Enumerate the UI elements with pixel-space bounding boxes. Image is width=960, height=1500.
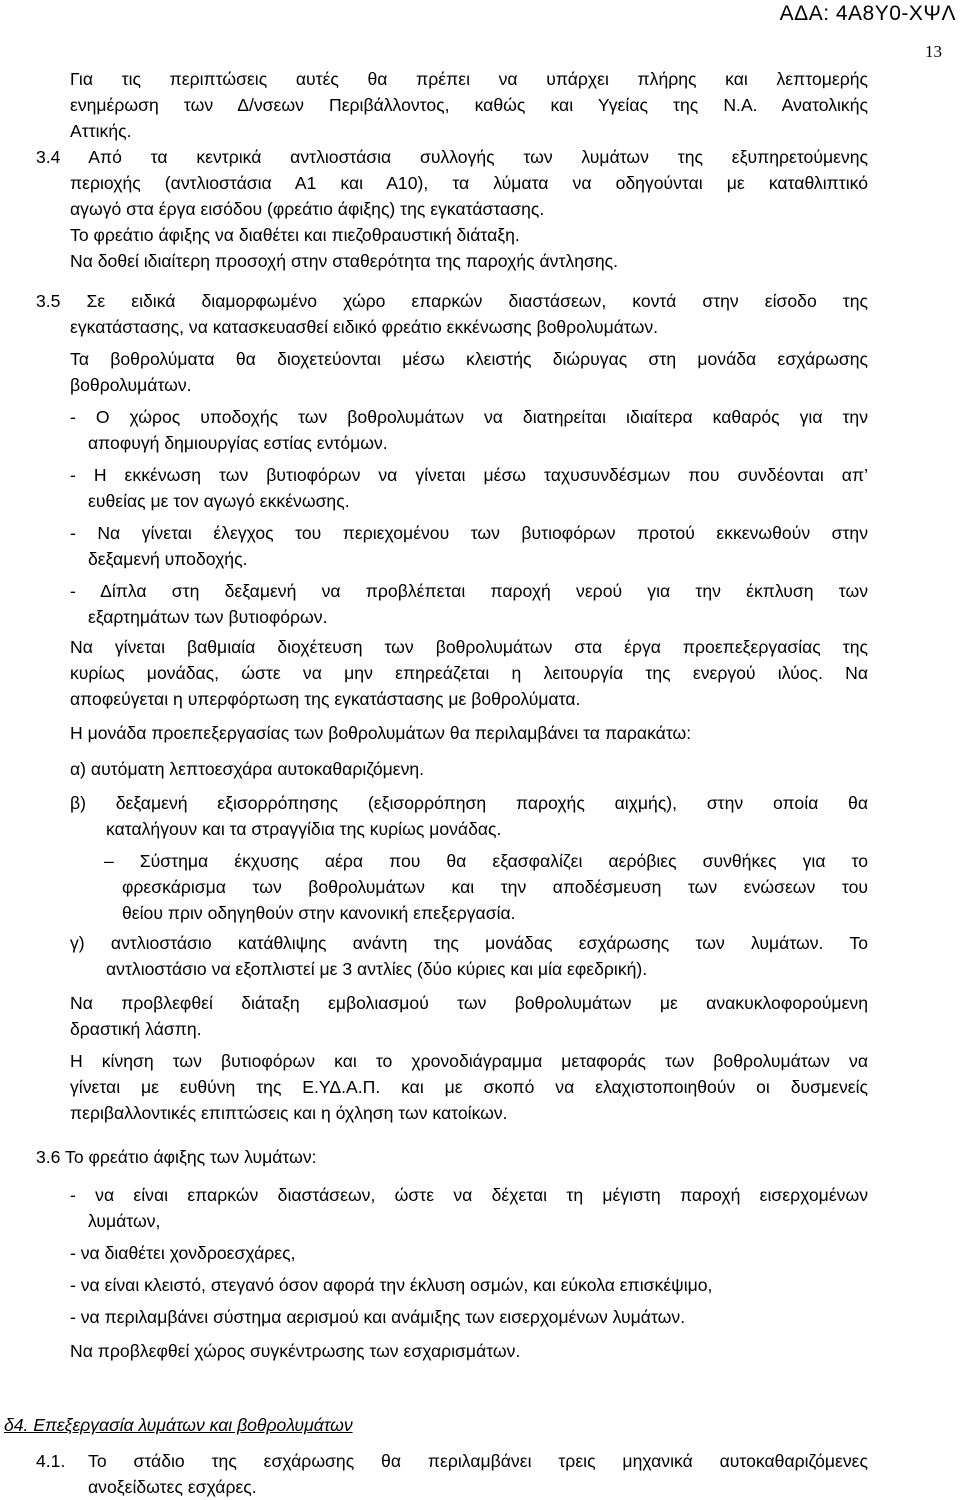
text-line: κυρίως μονάδας, ώστε να μην επηρεάζεται η λειτουργία της ενεργού ιλύος. Να [70, 663, 868, 683]
text-line: θείου πριν οδηγηθούν στην κανονική επεξεργασία. [122, 903, 516, 923]
section-3-5-line: 3.5 Σε ειδικά διαμορφωμένο χώρο επαρκών διαστάσεων, κοντά στην είσοδο της [36, 291, 868, 311]
text-line: Η κίνηση των βυτιοφόρων και το χρονοδιάγραμμα μεταφοράς των βοθρολυμάτων να [70, 1051, 868, 1071]
section-3-6-line: 3.6 Το φρεάτιο άφιξης των λυμάτων: [36, 1147, 317, 1167]
list-item: - να είναι επαρκών διαστάσεων, ώστε να δέχεται τη μέγιστη παροχή εισερχομένων [70, 1185, 868, 1205]
text-line: Για τις περιπτώσεις αυτές θα πρέπει να υπάρχει πλήρης και λεπτομερής [70, 69, 868, 89]
list-item: - να περιλαμβάνει σύστημα αερισμού και ανάμιξης των εισερχομένων λυμάτων. [70, 1307, 686, 1327]
ada-code: ΑΔΑ: 4Α8Υ0-ΧΨΛ [779, 2, 956, 25]
text-line: φρεσκάρισμα των βοθρολυμάτων και την αποδέσμευση των ενώσεων του [122, 877, 868, 897]
item-number: 4.1. [36, 1451, 66, 1471]
page-number: 13 [925, 42, 942, 61]
text-line: Η μονάδα προεπεξεργασίας των βοθρολυμάτων θα περιλαμβάνει τα παρακάτω: [70, 723, 692, 743]
text-line: περιβαλλοντικές επιπτώσεις και η όχληση των κατοίκων. [70, 1103, 508, 1123]
list-item-a: α) αυτόματη λεπτοεσχάρα αυτοκαθαριζόμενη. [70, 759, 425, 779]
list-item: - να είναι κλειστό, στεγανό όσον αφορά την έκλυση οσμών, και εύκολα επισκέψιμο, [70, 1275, 713, 1295]
list-item-c: γ) αντλιοστάσιο κατάθλιψης ανάντη της μονάδας εσχάρωσης των λυμάτων. Το [70, 933, 868, 953]
text-line: περιοχής (αντλιοστάσια Α1 και Α10), τα λύματα να οδηγούνται με καταθλιπτικό [70, 173, 868, 193]
text-line: Να γίνεται βαθμιαία διοχέτευση των βοθρολυμάτων στα έργα προεπεξεργασίας της [70, 637, 868, 657]
text-line: Να προβλεφθεί χώρος συγκέντρωσης των εσχαρισμάτων. [70, 1341, 521, 1361]
list-item: - Ο χώρος υποδοχής των βοθρολυμάτων να διατηρείται ιδιαίτερα καθαρός για την [70, 407, 868, 427]
text-line: αποφεύγεται η υπερφόρτωση της εγκατάστασης με βοθρολύματα. [70, 689, 581, 709]
text-line: αποφυγή δημιουργίας εστίας εντόμων. [88, 433, 388, 453]
text-line: αγωγό στα έργα εισόδου (φρεάτιο άφιξης) της εγκατάστασης. [70, 199, 545, 219]
text-line: εγκατάστασης, να κατασκευασθεί ειδικό φρεάτιο εκκένωσης βοθρολυμάτων. [70, 317, 659, 337]
text-line: Τα βοθρολύματα θα διοχετεύονται μέσω κλειστής διώρυγας στη μονάδα εσχάρωσης [70, 349, 868, 369]
section-3-4-line: 3.4 Από τα κεντρικά αντλιοστάσια συλλογής των λυμάτων της εξυπηρετούμενης [36, 147, 868, 167]
text-line: Αττικής. [70, 121, 132, 141]
text-line: δραστική λάσπη. [70, 1019, 202, 1039]
section-heading-d4: δ4. Επεξεργασία λυμάτων και βοθρολυμάτων [4, 1415, 353, 1435]
text-line: γίνεται με ευθύνη της Ε.ΥΔ.Α.Π. και με σκοπό να ελαχιστοποιηθούν οι δυσμενείς [70, 1077, 868, 1097]
list-item: - Να γίνεται έλεγχος του περιεχομένου των βυτιοφόρων προτού εκκενωθούν στην [70, 523, 868, 543]
text-line: Να προβλεφθεί διάταξη εμβολιασμού των βοθρολυμάτων με ανακυκλοφορούμενη [70, 993, 868, 1013]
sub-list-item: – Σύστημα έκχυσης αέρα που θα εξασφαλίζει αερόβιες συνθήκες για το [104, 851, 868, 871]
list-item: - να διαθέτει χονδροεσχάρες, [70, 1243, 296, 1263]
text-line: Το φρεάτιο άφιξης να διαθέτει και πιεζοθραυστική διάταξη. [70, 225, 520, 245]
text-line: Να δοθεί ιδιαίτερη προσοχή στην σταθερότητα της παροχής άντλησης. [70, 251, 618, 271]
list-item: - Δίπλα στη δεξαμενή να προβλέπεται παροχή νερού για την έκπλυση των [70, 581, 868, 601]
text-line: εξαρτημάτων των βυτιοφόρων. [88, 607, 328, 627]
text-line: βοθρολυμάτων. [70, 375, 192, 395]
text-line: ευθείας με τον αγωγό εκκένωσης. [88, 491, 350, 511]
text-line: καταλήγουν και τα στραγγίδια της κυρίως μονάδας. [106, 819, 502, 839]
list-item-b: β) δεξαμενή εξισορρόπησης (εξισορρόπηση παροχής αιχμής), στην οποία θα [70, 793, 868, 813]
text-line: ανοξείδωτες εσχάρες. [88, 1477, 257, 1497]
text-line: Το στάδιο της εσχάρωσης θα περιλαμβάνει τρεις μηχανικά αυτοκαθαριζόμενες [88, 1451, 868, 1471]
text-line: λυμάτων, [88, 1211, 161, 1231]
list-item: - Η εκκένωση των βυτιοφόρων να γίνεται μέσω ταχυσυνδέσμων που συνδέονται απ’ [70, 465, 868, 485]
text-line: ενημέρωση των Δ/νσεων Περιβάλλοντος, καθώς και Υγείας της Ν.Α. Ανατολικής [70, 95, 868, 115]
text-line: αντλιοστάσιο να εξοπλιστεί με 3 αντλίες (δύο κύριες και μία εφεδρική). [106, 959, 648, 979]
text-line: δεξαμενή υποδοχής. [88, 549, 248, 569]
